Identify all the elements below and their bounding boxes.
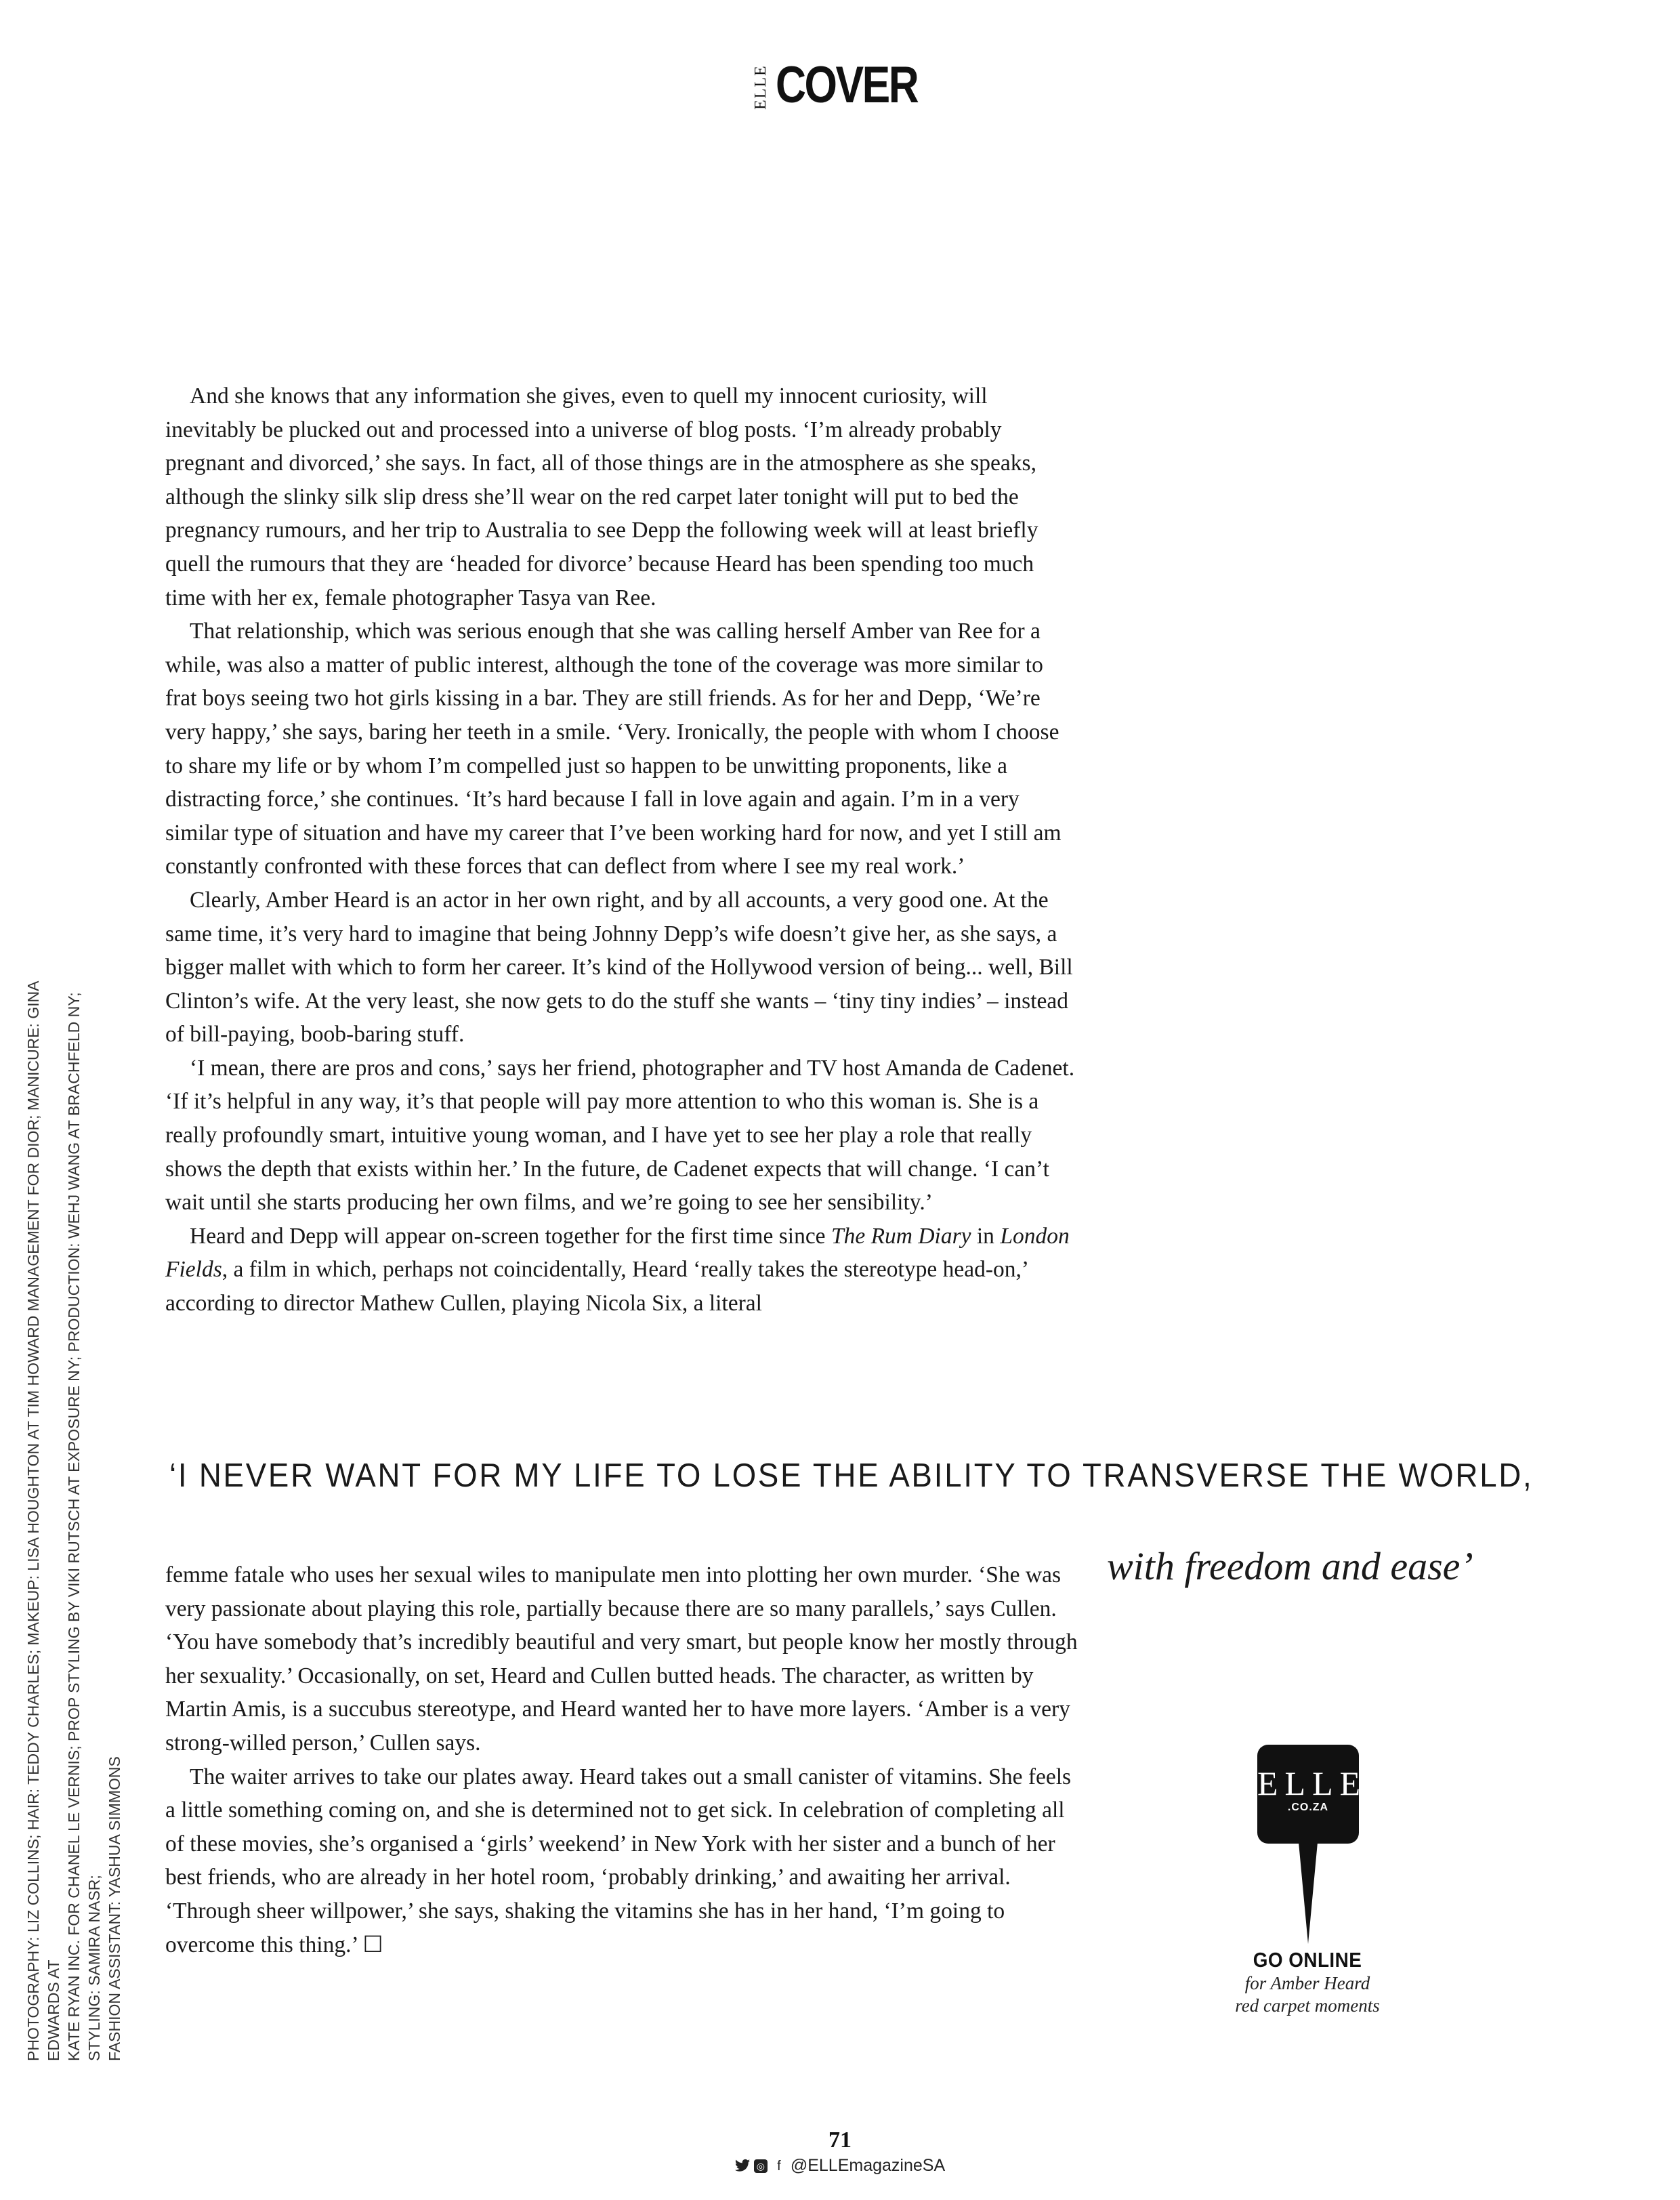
film-title: The Rum Diary xyxy=(831,1223,971,1249)
social-handle-row xyxy=(0,2156,1680,2176)
pull-quote-ending: with freedom and ease’ xyxy=(1107,1544,1473,1588)
go-online-subtitle: red carpet moments xyxy=(1235,1995,1380,2016)
go-online-subtitle: for Amber Heard xyxy=(1244,1973,1370,1993)
film-title: London Fields xyxy=(165,1223,1070,1283)
article-paragraph xyxy=(165,1760,1080,1962)
article-paragraph: ‘I mean, there are pros and cons,’ says her friend, photographer and TV host Amanda de Cadenet. ‘If it’s helpful in any way, it’s that people will pay more attention to who this woman is. She is a really profoundly smart, intuitive young woman, and I have yet to see her play a role that really shows the depth that exists within her.’ In the future, de Cadenet expects that will change. ‘I can’t wait until she starts producing her own films, and we’re going to see her sensibility.’ xyxy=(165,1055,1075,1216)
text-run: , a film in which, perhaps not coincidentally, Heard ‘really takes the stereotype head-on,’ according to director Mathew Cullen, playing Nicola Six, a literal xyxy=(165,1257,1028,1316)
page-footer xyxy=(0,2128,1680,2176)
pull-quote: ‘I NEVER WANT FOR MY LIFE TO LOSE THE ABILITY TO TRANSVERSE THE WORLD, xyxy=(169,1457,1534,1494)
twitter-icon[interactable] xyxy=(735,2159,750,2174)
end-mark: ☐ xyxy=(362,1932,383,1957)
article-paragraph: Clearly, Amber Heard is an actor in her own right, and by all accounts, a very good one. At the same time, it’s very hard to imagine that being Johnny Depp’s wife doesn’t give her, as she says, a bigger mallet with which to form her career. It’s kind of the Hollywood version of being... well, Bill Clinton’s wife. At the very least, she now gets to do the stuff she wants – ‘tiny tiny indies’ – instead of bill-paying, boob-baring stuff. xyxy=(165,887,1073,1047)
article-paragraph: That relationship, which was serious enough that she was calling herself Amber van Ree for a while, was also a matter of public interest, although the tone of the coverage was more similar to frat boys seeing two hot girls kissing in a bar. They are still friends. As for her and Depp, ‘We’re very happy,’ she says, baring her teeth in a smile. ‘Very. Ironically, the people with whom I choose to share my life or by whom I’m compelled just so happen to be unwitting proponents, like a distracting force,’ she continues. ‘It’s hard because I fall in love again and again. I’m in a very similar type of situation and have my career that I’ve been working hard for now, and yet I still am constantly confronted with these forces that can deflect from where I see my real work.’ xyxy=(165,619,1062,879)
article-body-bottom xyxy=(165,1558,1080,1962)
article-paragraph xyxy=(165,1220,1080,1321)
credits-line: PHOTOGRAPHY: LIZ COLLINS; HAIR: TEDDY CHARLES; MAKEUP: LISA HOUGHTON AT TIM HOWARD MANAGEMENT FOR DIOR; MANICURE: GINA EDWARDS AT xyxy=(24,981,62,2061)
credits-line: FASHION ASSISTANT: YASHUA SIMMONS xyxy=(106,1756,123,2061)
pin-tail xyxy=(1299,1842,1318,1944)
badge-brand: ELLE xyxy=(1257,1764,1368,1802)
facebook-icon[interactable]: f xyxy=(777,2158,781,2174)
social-handle[interactable]: @ELLEmagazineSA xyxy=(790,2156,946,2175)
go-online-promo[interactable] xyxy=(1206,1745,1409,2017)
article-paragraph: femme fatale who uses her sexual wiles to manipulate men into plotting her own murder. ‘She was very passionate about playing this role, partially because there are so many parallels,’ says Cullen. ‘You have somebody that’s incredibly beautiful and very smart, but people know her mostly through her sexuality.’ Occasionally, on set, Heard and Cullen butted heads. The character, as written by Martin Amis, is a succubus stereotype, and Heard wanted her to have more layers. ‘Amber is a very strong-willed person,’ Cullen says. xyxy=(165,1562,1078,1756)
go-online-title[interactable]: GO ONLINE xyxy=(1253,1948,1362,1972)
photo-credits xyxy=(23,950,125,2061)
text-run: in xyxy=(971,1223,1001,1249)
location-pin-icon xyxy=(1206,1745,1409,1948)
article-paragraph: And she knows that any information she gives, even to quell my innocent curiosity, will inevitably be plucked out and processed into a universe of blog posts. ‘I’m already probably pregnant and divorced,’ she says. In fact, all of those things are in the atmosphere as she speaks, although the slinky silk slip dress she’ll wear on the red carpet later tonight will put to bed the pregnancy rumours, and her trip to Australia to see Depp the following week will at least briefly quell the rumours that they are ‘headed for divorce’ because Heard has been spending too much time with her ex, female photographer Tasya van Ree. xyxy=(165,383,1038,610)
page-number: 71 xyxy=(828,2128,852,2153)
credits-line: KATE RYAN INC. FOR CHANEL LE VERNIS; PROP STYLING BY VIKI RUTSCH AT EXPOSURE NY; PRODUCTION: WEHJ WANG AT BRACHFELD NY; STYLING: SAMIRA NASR; xyxy=(65,992,103,2061)
section-title: COVER xyxy=(776,56,918,114)
elle-online-badge xyxy=(1257,1745,1368,1844)
text-run: The waiter arrives to take our plates away. Heard takes out a small canister of vitamins. She feels a little something coming on, and she is determined not to get sick. In celebration of completing all of these movies, she’s organised a ‘girls’ weekend’ in New York with her sister and a bunch of her best friends, who are already in her hotel room, ‘probably drinking,’ and awaiting her arrival. ‘Through sheer willpower,’ she says, shaking the vitamins she has in her hand, ‘I’m going to overcome this thing.’ xyxy=(165,1764,1072,1957)
text-run: Heard and Depp will appear on-screen together for the first time since xyxy=(190,1223,831,1249)
elle-logo: ELLE xyxy=(752,64,770,110)
badge-domain: .CO.ZA xyxy=(1287,1802,1329,1813)
section-header xyxy=(752,56,948,114)
article-body-top xyxy=(165,379,1080,1321)
instagram-icon[interactable]: ◎ xyxy=(754,2159,768,2173)
